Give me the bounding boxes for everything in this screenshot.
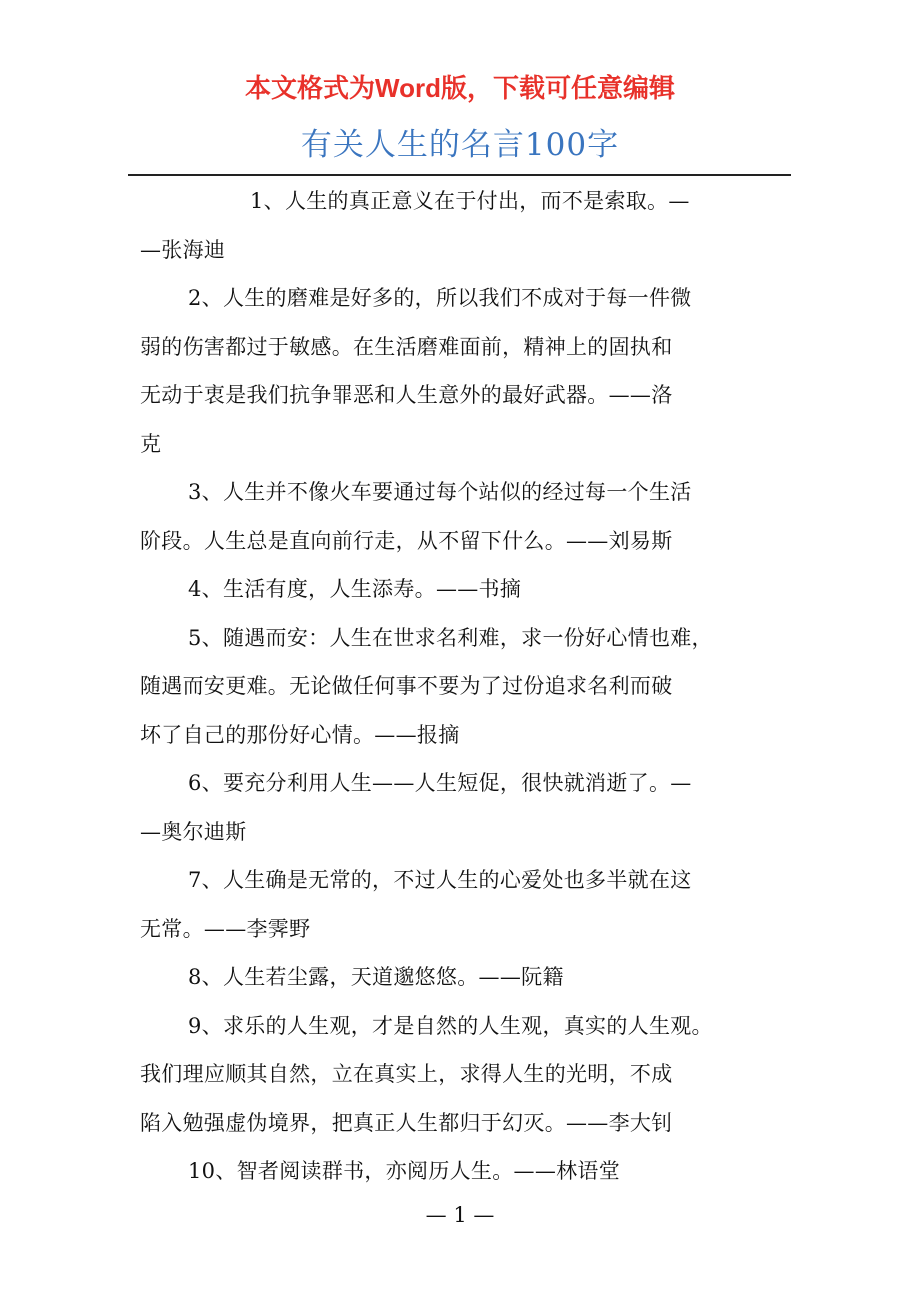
quote-line: 坏了自己的那份好心情。——报摘 [140, 722, 460, 747]
quote-line: 克 [140, 431, 162, 456]
quote-line: 5、随遇而安：人生在世求名利难，求一份好心情也难， [188, 625, 713, 650]
quote-line: —张海迪 [140, 237, 226, 262]
quote-line: 8、人生若尘露，天道邈悠悠。——阮籍 [188, 965, 564, 989]
quote-line: 无动于衷是我们抗争罪恶和人生意外的最好武器。——洛 [140, 383, 673, 407]
quote-list [140, 177, 780, 1196]
quote-line: 1、人生的真正意义在于付出，而不是索取。— [250, 189, 690, 213]
quote-line: 6、要充分利用人生——人生短促，很快就消逝了。— [188, 771, 692, 795]
page-number: — 1 — [425, 1203, 495, 1227]
quote-line: 无常。——李霁野 [140, 916, 311, 941]
quote-line: 10、智者阅读群书，亦阅历人生。——林语堂 [188, 1159, 621, 1183]
title-divider [128, 174, 791, 176]
quote-line: 2、人生的磨难是好多的，所以我们不成对于每一件微 [188, 286, 692, 310]
quote-line: 弱的伤害都过于敏感。在生活磨难面前，精神上的固执和 [140, 334, 673, 359]
quote-line: 7、人生确是无常的，不过人生的心爱处也多半就在这 [188, 868, 692, 892]
quote-line: 随遇而安更难。无论做任何事不要为了过份追求名利而破 [140, 674, 673, 698]
quote-line: 9、求乐的人生观，才是自然的人生观，真实的人生观。 [188, 1013, 713, 1038]
quote-line: 阶段。人生总是直向前行走，从不留下什么。——刘易斯 [140, 528, 673, 553]
quote-line: 陷入勉强虚伪境界，把真正人生都归于幻灭。——李大钊 [140, 1110, 673, 1135]
format-banner: 本文格式为Word版，下载可任意编辑 [245, 73, 675, 103]
quote-line: —奥尔迪斯 [140, 819, 247, 844]
quote-line: 我们理应顺其自然，立在真实上，求得人生的光明，不成 [140, 1062, 673, 1086]
quote-line: 3、人生并不像火车要通过每个站似的经过每一个生活 [188, 480, 692, 504]
page-title: 有关人生的名言100字 [300, 127, 620, 163]
quote-line: 4、生活有度，人生添寿。——书摘 [188, 577, 522, 601]
